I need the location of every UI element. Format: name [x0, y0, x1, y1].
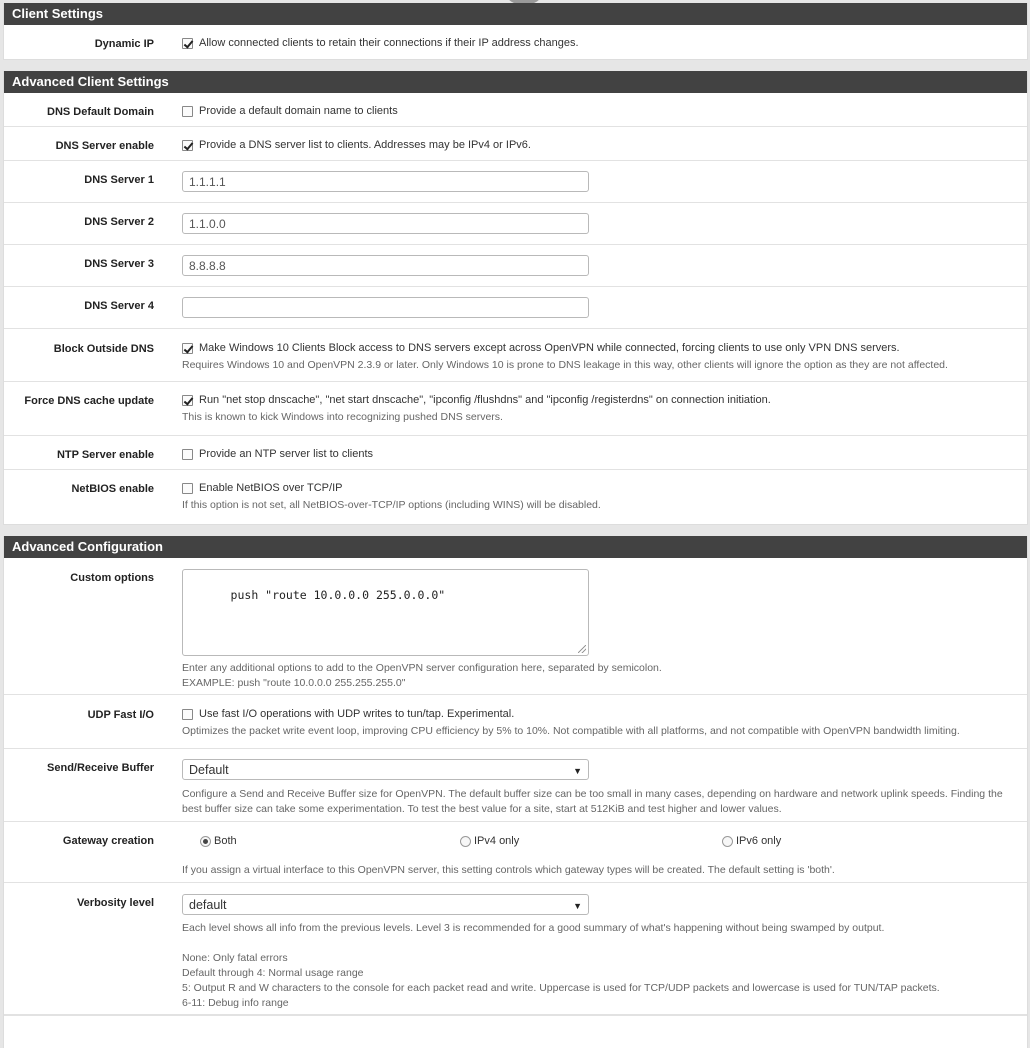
row-block-outside-dns [4, 329, 1027, 382]
row-label: DNS Server 3 [84, 258, 154, 270]
help-text: EXAMPLE: push "route 10.0.0.0 255.255.255.0" [182, 677, 406, 689]
dropdown-caret-icon: ▼ [573, 901, 582, 911]
row-gateway-creation [4, 822, 1027, 883]
radio-label: Both [214, 835, 237, 847]
row-label: DNS Server 4 [84, 300, 154, 312]
checkbox-label: Run "net stop dnscache", "net start dnscache", "ipconfig /flushdns" and "ipconfig /registerdns" on connection initiation. [199, 394, 771, 407]
select-value: Default [189, 763, 229, 777]
row-label: Block Outside DNS [53, 343, 154, 355]
checkbox-label: Provide a default domain name to clients [199, 105, 398, 118]
force-dns-cache-checkbox[interactable] [182, 395, 193, 406]
checkbox-label: Make Windows 10 Clients Block access to DNS servers except across OpenVPN while connected, forcing clients to use only VPN DNS servers. [199, 342, 900, 355]
radio-button[interactable] [200, 836, 211, 847]
row-ntp-server-enable [4, 436, 1027, 470]
checkbox-label: Allow connected clients to retain their connections if their IP address changes. [199, 37, 579, 50]
row-label: DNS Default Domain [47, 106, 154, 118]
row-dynamic-ip [4, 25, 1027, 59]
row-empty [4, 1015, 1027, 1027]
help-text: If this option is not set, all NetBIOS-over-TCP/IP options (including WINS) will be disabled. [182, 499, 601, 512]
row-dns-server-enable [4, 127, 1027, 161]
row-force-dns-cache-update [4, 382, 1027, 436]
checkbox-label: Use fast I/O operations with UDP writes to tun/tap. Experimental. [199, 708, 515, 721]
checkbox-label: Enable NetBIOS over TCP/IP [199, 482, 343, 495]
row-label: NetBIOS enable [71, 483, 154, 495]
panel-heading: Client Settings [4, 3, 1027, 25]
panel-heading: Advanced Client Settings [4, 71, 1027, 93]
dns-server-1-input[interactable]: 1.1.1.1 [182, 171, 589, 192]
select-value: default [189, 898, 227, 912]
verbosity-line: 5: Output R and W characters to the console for each packet read and write. Uppercase is used for TCP/UDP packets and lowercase is used for TUN/TAP packets. [182, 982, 940, 994]
row-label: Verbosity level [76, 897, 154, 909]
help-text: Requires Windows 10 and OpenVPN 2.3.9 or later. Only Windows 10 is prone to DNS leakage in this way, other clients will ignore the option as they are not affected. [182, 359, 948, 372]
row-custom-options [4, 558, 1027, 695]
dynamic-ip-checkbox[interactable] [182, 38, 193, 49]
row-label: Gateway creation [62, 835, 154, 847]
radio-button[interactable] [460, 836, 471, 847]
row-dns-server-2 [4, 203, 1027, 245]
row-dns-server-3 [4, 245, 1027, 287]
row-label: DNS Server 1 [84, 174, 154, 186]
radio-label: IPv4 only [474, 835, 520, 847]
row-label: DNS Server enable [55, 140, 154, 152]
advanced-configuration-panel [3, 536, 1028, 1048]
row-udp-fast-io [4, 695, 1027, 749]
row-dns-server-1 [4, 161, 1027, 203]
custom-options-textarea[interactable] [182, 569, 589, 656]
help-text: best buffer size can take some experimentation. To test the best value for a site, start at 512KiB and test higher and lower values. [182, 803, 782, 815]
advanced-client-settings-panel [3, 71, 1028, 525]
dns-server-4-input[interactable] [182, 297, 589, 318]
dns-server-3-input[interactable]: 8.8.8.8 [182, 255, 589, 276]
resize-handle[interactable] [578, 645, 586, 653]
row-label: Send/Receive Buffer [47, 762, 154, 774]
send-receive-buffer-select[interactable] [182, 759, 589, 780]
row-label: NTP Server enable [56, 449, 154, 461]
row-verbosity-level [4, 883, 1027, 1015]
udp-fast-io-checkbox[interactable] [182, 709, 193, 720]
row-dns-server-4 [4, 287, 1027, 329]
radio-label: IPv6 only [736, 835, 782, 847]
panel-heading: Advanced Configuration [4, 536, 1027, 558]
checkbox-label: Provide a DNS server list to clients. Addresses may be IPv4 or IPv6. [199, 139, 531, 152]
verbosity-line: 6-11: Debug info range [182, 997, 289, 1009]
help-text: This is known to kick Windows into recognizing pushed DNS servers. [182, 411, 503, 424]
help-text: Configure a Send and Receive Buffer size for OpenVPN. The default buffer size can be too small in many cases, depending on hardware and network uplink speeds. Finding the [182, 788, 1003, 800]
row-label: DNS Server 2 [84, 216, 154, 228]
textarea-value: push "route 10.0.0.0 255.0.0.0" [230, 588, 446, 602]
row-netbios-enable [4, 470, 1027, 522]
radio-button[interactable] [722, 836, 733, 847]
row-label: Custom options [70, 572, 154, 584]
help-text: Enter any additional options to add to the OpenVPN server configuration here, separated by semicolon. [182, 662, 662, 674]
checkbox-label: Provide an NTP server list to clients [199, 448, 374, 461]
client-settings-panel [3, 3, 1028, 60]
help-text: Each level shows all info from the previous levels. Level 3 is recommended for a good summary of what's happening without being swamped by output. [182, 922, 885, 934]
gateway-option-both[interactable] [200, 835, 237, 847]
dropdown-caret-icon: ▼ [573, 766, 582, 776]
row-label: UDP Fast I/O [87, 709, 154, 721]
row-label: Force DNS cache update [24, 395, 154, 407]
row-label: Dynamic IP [94, 38, 154, 50]
gateway-option-ipv6[interactable] [722, 835, 781, 847]
help-text: If you assign a virtual interface to this OpenVPN server, this setting controls which gateway types will be created. The default setting is 'both'. [182, 864, 835, 876]
dns-server-2-input[interactable]: 1.1.0.0 [182, 213, 589, 234]
block-outside-dns-checkbox[interactable] [182, 343, 193, 354]
ntp-server-enable-checkbox[interactable] [182, 449, 193, 460]
verbosity-level-select[interactable] [182, 894, 589, 915]
gateway-option-ipv4[interactable] [460, 835, 519, 847]
netbios-enable-checkbox[interactable] [182, 483, 193, 494]
row-dns-default-domain [4, 93, 1027, 127]
verbosity-line: Default through 4: Normal usage range [182, 967, 364, 979]
dns-default-domain-checkbox[interactable] [182, 106, 193, 117]
help-text: Optimizes the packet write event loop, improving CPU efficiency by 5% to 10%. Not compatible with all platforms, and not compatible with OpenVPN bandwidth limiting. [182, 725, 960, 738]
dns-server-enable-checkbox[interactable] [182, 140, 193, 151]
row-send-receive-buffer [4, 749, 1027, 822]
verbosity-line: None: Only fatal errors [182, 952, 288, 964]
